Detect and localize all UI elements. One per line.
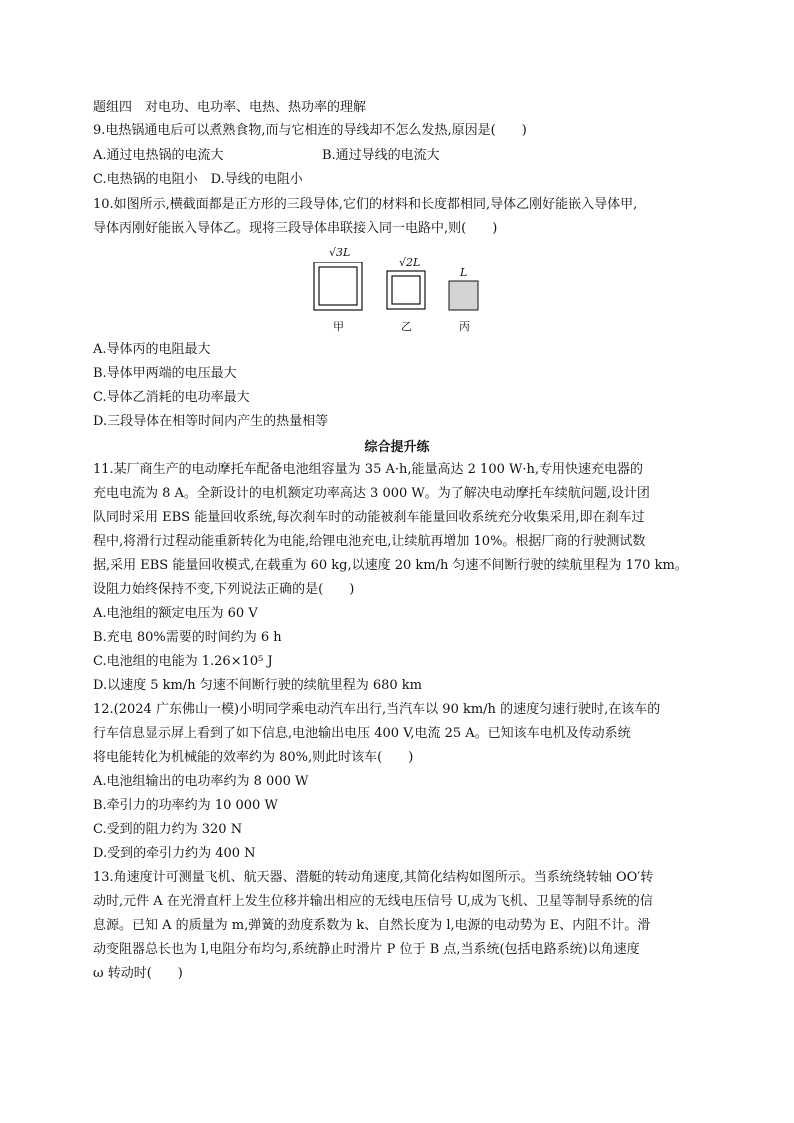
q13-line3: 息源。已知 A 的质量为 m,弹簧的劲度系数为 k、自然长度为 l,电源的电动势为 E、内阻不计。滑 — [93, 918, 651, 933]
caption-jia: 甲 — [333, 320, 344, 333]
q10-stem-line1: 10.如图所示,横截面都是正方形的三段导体,它们的材料和长度都相同,导体乙刚好能嵌入导体甲, — [93, 197, 638, 212]
q12-line3: 将电能转化为机械能的效率约为 80%,则此时该车( ) — [93, 750, 414, 765]
q11-line5: 据,采用 EBS 能量回收模式,在载重为 60 kg,以速度 20 km/h 匀速不间断行驶的续航里程为 170 km。 — [93, 558, 688, 573]
q11-line4: 程中,将滑行过程动能重新转化为电能,给锂电池充电,让续航再增加 10%。根据厂商的行驶测试数 — [93, 534, 646, 549]
q9-option-a: A.通过电热锅的电流大 — [93, 148, 224, 163]
q12-option-a: A.电池组输出的电功率约为 8 000 W — [93, 774, 309, 789]
q13-line2: 动时,元件 A 在光滑直杆上发生位移并输出相应的无线电压信号 U,成为飞机、卫星等制导系统的信 — [93, 894, 653, 909]
q12-line2: 行车信息显示屏上看到了如下信息,电池输出电压 400 V,电流 25 A。已知该车电机及传动系统 — [93, 726, 631, 741]
q11-line6: 设阻力始终保持不变,下列说法正确的是( ) — [93, 582, 355, 597]
q11-line1: 11.某厂商生产的电动摩托车配备电池组容量为 35 A·h,能量高达 2 100 W·h,专用快速充电器的 — [93, 462, 643, 477]
conductor-yi-inner — [392, 276, 420, 304]
q12-option-b: B.牵引力的功率约为 10 000 W — [93, 798, 278, 813]
caption-bing: 丙 — [459, 320, 470, 333]
conductor-yi-outer — [387, 271, 425, 309]
conductor-bing — [449, 281, 478, 310]
q12-option-c: C.受到的阻力约为 320 N — [93, 822, 243, 837]
q10-figure — [300, 246, 500, 336]
conductor-jia-inner — [319, 267, 357, 305]
label-yi-size: √2L — [399, 256, 421, 269]
conductor-jia-outer — [314, 262, 362, 310]
q11-option-a: A.电池组的额定电压为 60 V — [93, 606, 258, 621]
q9-option-cd: C.电热锅的电阻小 D.导线的电阻小 — [93, 172, 303, 187]
q9-stem-text: 9.电热锅通电后可以煮熟食物,而与它相连的导线却不怎么发热,原因是( ) — [93, 123, 527, 138]
q13-line5: ω 转动时( ) — [93, 966, 183, 981]
q11-option-d: D.以速度 5 km/h 匀速不间断行驶的续航里程为 680 km — [93, 678, 422, 693]
section-title-group4: 题组四 对电功、电功率、电热、热功率的理解 — [93, 100, 367, 115]
q9-stem — [93, 121, 527, 141]
q10-option-a: A.导体丙的电阻最大 — [93, 342, 211, 357]
q11-line2: 充电电流为 8 A。全新设计的电机额定功率高达 3 000 W。为了解决电动摩托车续航问题,设计团 — [93, 486, 650, 501]
q9-option-b: B.通过导线的电流大 — [322, 148, 440, 163]
q11-option-b: B.充电 80%需要的时间约为 6 h — [93, 630, 282, 645]
q10-option-c: C.导体乙消耗的电功率最大 — [93, 390, 250, 405]
q10-option-d: D.三段导体在相等时间内产生的热量相等 — [93, 414, 329, 429]
q12-option-d: D.受到的牵引力约为 400 N — [93, 846, 256, 861]
label-bing-size: L — [460, 266, 468, 279]
q13-line4: 动变阻器总长也为 l,电阻分布均匀,系统静止时滑片 P 位于 B 点,当系统(包括电路系统)以角速度 — [93, 942, 640, 957]
q10-option-b: B.导体甲两端的电压最大 — [93, 366, 237, 381]
q11-option-c: C.电池组的电能为 1.26×10⁵ J — [93, 654, 273, 669]
label-jia-size: √3L — [329, 246, 351, 259]
q12-line1: 12.(2024 广东佛山一模)小明同学乘电动汽车出行,当汽车以 90 km/h 的速度匀速行驶时,在该车的 — [93, 702, 661, 717]
section-title-comprehensive: 综合提升练 — [364, 440, 430, 455]
q11-line3: 队同时采用 EBS 能量回收系统,每次刹车时的动能被刹车能量回收系统充分收集采用,即在刹车过 — [93, 510, 645, 525]
q10-stem-line2: 导体丙刚好能嵌入导体乙。现将三段导体串联接入同一电路中,则( ) — [93, 221, 498, 236]
caption-yi: 乙 — [401, 320, 412, 333]
squares-drawing — [300, 262, 500, 332]
q13-line1: 13.角速度计可测量飞机、航天器、潜艇的转动角速度,其简化结构如图所示。当系统绕转轴 OO′转 — [93, 870, 654, 885]
